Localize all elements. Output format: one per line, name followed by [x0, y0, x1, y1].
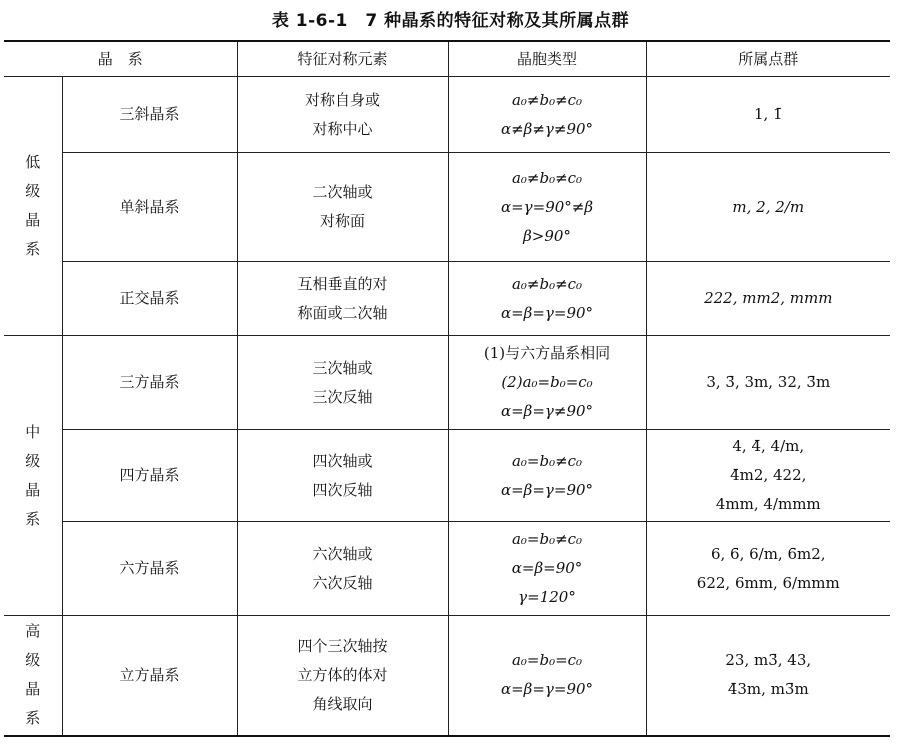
header-elements: 特征对称元素 — [237, 41, 448, 77]
table-row — [4, 616, 890, 736]
cell-type: a₀=b₀≠c₀ α=β=90° γ=120° — [448, 522, 646, 616]
system-name: 立方晶系 — [62, 616, 237, 736]
system-name: 正交晶系 — [62, 262, 237, 336]
cell-type: a₀≠b₀≠c₀ α=γ=90°≠β β>90° — [448, 153, 646, 262]
table-row — [4, 77, 890, 153]
point-groups: 4, 4̄, 4/m, 4̄m2, 422, 4mm, 4/mmm — [646, 430, 890, 522]
cell-type: (1)与六方晶系相同 (2)a₀=b₀=c₀ α=β=γ≠90° — [448, 336, 646, 430]
header-row — [4, 41, 890, 77]
point-groups: 3, 3̄, 3m, 32, 3̄m — [646, 336, 890, 430]
point-groups: 6, 6̄, 6/m, 6̄m2, 622, 6mm, 6/mmm — [646, 522, 890, 616]
point-groups: 23, m3̄, 43, 4̄3m, m3̄m — [646, 616, 890, 736]
cell-type: a₀=b₀=c₀ α=β=γ=90° — [448, 616, 646, 736]
symmetry-elements: 二次轴或 对称面 — [237, 153, 448, 262]
system-name: 三斜晶系 — [62, 77, 237, 153]
symmetry-elements: 三次轴或 三次反轴 — [237, 336, 448, 430]
header-cell: 晶胞类型 — [448, 41, 646, 77]
group-mid-label: 中 级 晶 系 — [4, 336, 62, 616]
table-row — [4, 153, 890, 262]
point-groups: 222, mm2, mmm — [646, 262, 890, 336]
symmetry-elements: 四个三次轴按 立方体的体对 角线取向 — [237, 616, 448, 736]
group-low-label: 低 级 晶 系 — [4, 77, 62, 336]
system-name: 单斜晶系 — [62, 153, 237, 262]
table-row — [4, 262, 890, 336]
cell-type: a₀≠b₀≠c₀ α≠β≠γ≠90° — [448, 77, 646, 153]
cell-type: a₀≠b₀≠c₀ α=β=γ=90° — [448, 262, 646, 336]
header-point-groups: 所属点群 — [646, 41, 890, 77]
group-high-label: 高 级 晶 系 — [4, 616, 62, 736]
table-row — [4, 522, 890, 616]
system-name: 六方晶系 — [62, 522, 237, 616]
table-row — [4, 430, 890, 522]
table-row — [4, 336, 890, 430]
symmetry-elements: 四次轴或 四次反轴 — [237, 430, 448, 522]
system-name: 三方晶系 — [62, 336, 237, 430]
symmetry-elements: 对称自身或 对称中心 — [237, 77, 448, 153]
symmetry-elements: 互相垂直的对 称面或二次轴 — [237, 262, 448, 336]
symmetry-elements: 六次轴或 六次反轴 — [237, 522, 448, 616]
point-groups: 1, 1̄ — [646, 77, 890, 153]
header-system: 晶 系 — [4, 41, 237, 77]
cell-type: a₀=b₀≠c₀ α=β=γ=90° — [448, 430, 646, 522]
system-name: 四方晶系 — [62, 430, 237, 522]
crystal-systems-table — [4, 40, 890, 737]
table-caption: 表 1-6-1 7 种晶系的特征对称及其所属点群 — [271, 11, 630, 31]
point-groups: m, 2, 2/m — [646, 153, 890, 262]
